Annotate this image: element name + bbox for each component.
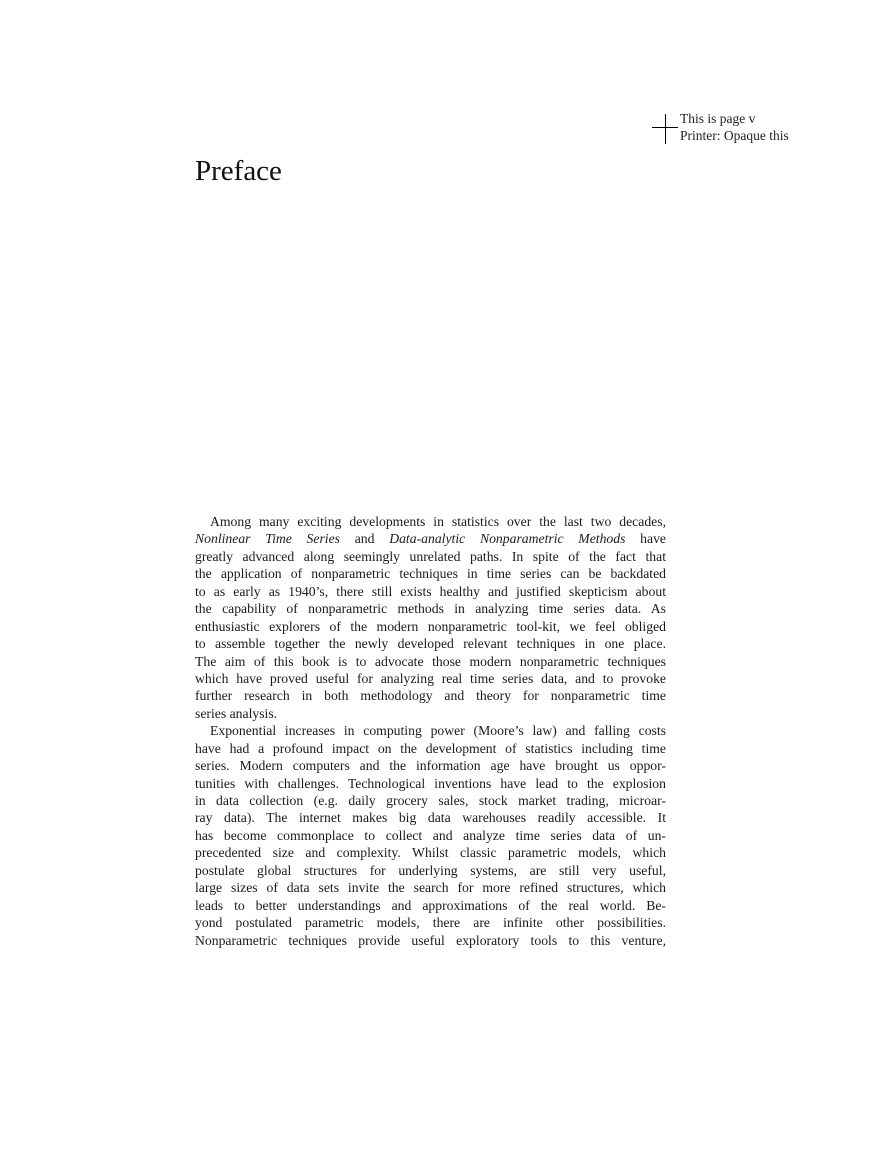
text-line: tunities with challenges. Technological inventions have lead to the explosion — [195, 775, 666, 791]
text-line: series. Modern computers and the information age have brought us oppor- — [195, 758, 666, 774]
text-fragment: have — [625, 531, 666, 547]
text-line: enthusiastic explorers of the modern nonparametric tool-kit, we feel obliged — [195, 618, 666, 634]
text-line: to assemble together the newly developed relevant techniques in one place. — [195, 636, 666, 652]
text-line: Nonparametric techniques provide useful exploratory tools to this venture, — [195, 932, 666, 948]
text-fragment: and — [340, 531, 390, 547]
text-line: Exponential increases in computing power (Moore’s law) and falling costs — [210, 723, 666, 739]
text-line: have had a profound impact on the development of statistics including time — [195, 740, 666, 756]
text-line: in data collection (e.g. daily grocery sales, stock market trading, microar- — [195, 793, 666, 808]
text-line: leads to better understandings and approximations of the real world. Be- — [195, 897, 666, 913]
printer-note — [680, 110, 789, 144]
text-line: has become commonplace to collect and analyze time series data of un- — [195, 827, 666, 843]
paragraph-2 — [195, 722, 666, 949]
text-line: yond postulated parametric models, there are infinite other possibilities. — [195, 915, 666, 931]
text-line: postulate global structures for underlying systems, are still very useful, — [195, 862, 666, 878]
crop-mark-vertical — [665, 114, 666, 144]
body-text — [195, 513, 666, 949]
italic-term: Nonlinear Time Series — [195, 531, 341, 547]
text-line: to as early as 1940’s, there still exists healthy and justified skepticism about — [195, 583, 666, 599]
text-line: greatly advanced along seemingly unrelated paths. In spite of the fact that — [195, 548, 666, 564]
text-line: the capability of nonparametric methods in analyzing time series data. As — [195, 601, 666, 617]
text-line: precedented size and complexity. Whilst classic parametric models, which — [195, 845, 666, 861]
text-line: series analysis. — [195, 705, 278, 721]
text-line: large sizes of data sets invite the search for more refined structures, which — [195, 880, 666, 896]
text-line — [195, 530, 666, 547]
page-title: Preface — [195, 155, 282, 187]
text-line: which have proved useful for analyzing real time series data, and to provoke — [195, 670, 666, 686]
text-line: further research in both methodology and theory for nonparametric time — [195, 688, 666, 704]
text-line: ray data). The internet makes big data warehouses readily accessible. It — [195, 810, 666, 826]
text-line: the application of nonparametric techniques in time series can be backdated — [195, 566, 666, 582]
italic-term: Data-analytic Nonparametric Methods — [389, 531, 626, 547]
paragraph-1 — [195, 513, 666, 722]
text-line: Among many exciting developments in statistics over the last two decades, — [210, 514, 666, 529]
text-line: The aim of this book is to advocate those modern nonparametric techniques — [195, 653, 666, 669]
page-number-line: This is page v — [680, 111, 756, 126]
printer-line: Printer: Opaque this — [680, 128, 789, 143]
crop-mark — [652, 114, 678, 144]
